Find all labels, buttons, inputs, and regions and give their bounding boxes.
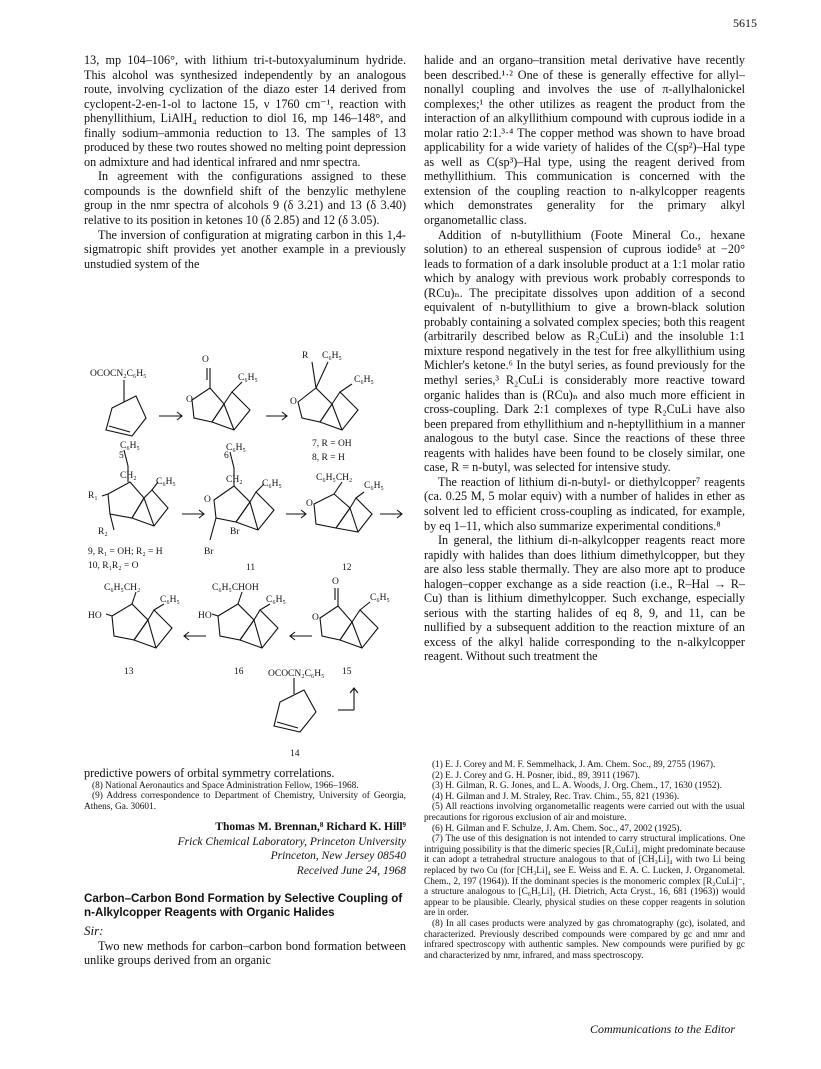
reference-item: (3) H. Gilman, R. G. Jones, and L. A. Woods, J. Org. Chem., 17, 1630 (1952). — [432, 781, 722, 792]
substituent-label: HO — [198, 611, 212, 621]
atom-label: O — [202, 355, 209, 365]
substituent-label: C₆H₅ — [226, 443, 246, 453]
page-number: 5615 — [733, 16, 757, 30]
substituent-label: C₆H₅CH₂ — [104, 583, 141, 593]
atom-label: O — [312, 613, 319, 623]
paragraph: In general, the lithium di-n-alkylcopper reagents react more rapidly with halides than does lithium dimethylcopper, but they are also less stable thermally. They are also more apt to produce halogen–copper exchange as a side reaction (i.e., R–Hal → R–Cu) than is lithium dimethylcopper. Such exchange, especially serious with the starting halides of eq 8, 9, and 11, can be nullified by a subsequent addition to the reaction mixture of an excess of the alkyl halide corresponding to the n-alkylcopper reagent. Without such treatment the — [424, 533, 745, 664]
compound-number: 14 — [290, 749, 300, 759]
references — [424, 760, 745, 961]
substituent-label: OCOCN₂C₆H₅ — [268, 669, 325, 679]
substituent-label: C₆H₅ — [120, 441, 140, 451]
affiliation: Frick Chemical Laboratory, Princeton University — [177, 835, 406, 848]
atom-label: O — [306, 499, 313, 509]
reference-item: (1) E. J. Corey and M. F. Semmelhack, J. Am. Chem. Soc., 89, 2755 (1967). — [432, 760, 716, 770]
compound-number: 10, R₁R₂ = O — [88, 561, 139, 571]
left-column-bottom — [84, 766, 406, 968]
substituent-label: C₆H₅CH₂ — [316, 473, 353, 483]
substituent-label: C₆H₅ — [354, 375, 374, 385]
compound-number: 12 — [342, 563, 352, 573]
cyclopentene-ring-5 — [106, 396, 146, 436]
paragraph: Addition of n-butyllithium (Foote Mineral Co., hexane solution) to an ethereal suspension of cuprous iodide⁵ at −20° leads to formation of a dark insoluble product at a 1:1 molar ratio which by analogy with previous work probably corresponds to (RCu)ₙ. The precipitate dissolves upon addition of a second equivalent of n-butyllithium to give a brown-black solution probably containing a solvated complex species; both this reagent (arbitrarily described below as R₂CuLi) and the insoluble 1:1 mixture respond negatively in the test for free alkyllithium using Michler's ketone.⁶ In the butyl series, as found previously for the methyl series,³ R₂CuLi is considerably more reactive toward organic halides than is (RCu)ₙ and also much more efficient in cross-coupling. Dark 2:1 complexes of type R₂CuLi have also been prepared from ethyllithium and n-heptyllithium in a manner analogous to the butyl case. Since the reactions of these three reagents with halides have been found to be closely similar, one case, R = n-butyl, was selected for intensive study. — [424, 227, 745, 475]
reference-item: (6) H. Gilman and F. Schulze, J. Am. Chem. Soc., 47, 2002 (1925). — [432, 823, 682, 834]
ring-11 — [214, 486, 250, 522]
substituent-label: C₆H₅ — [322, 351, 342, 361]
substituent-label: R₂ — [98, 527, 108, 537]
substituent-label: C₆H₅ — [262, 479, 282, 489]
compound-number: 8, R = H — [312, 453, 345, 463]
paragraph: predictive powers of orbital symmetry correlations. — [84, 766, 335, 780]
atom-label: O — [332, 577, 339, 587]
affiliation: Princeton, New Jersey 08540 — [270, 850, 406, 863]
lactone-ring-6 — [192, 388, 224, 422]
substituent-label: C₆H₅ — [370, 593, 390, 603]
atom-label: O — [290, 397, 297, 407]
ring-9 — [108, 482, 144, 518]
substituent-label: R — [302, 351, 309, 361]
reference-item: (2) E. J. Corey and G. H. Posner, ibid., 89, 3911 (1967). — [432, 770, 640, 781]
paragraph: halide and an organo–transition metal derivative have recently been described.¹·² One of these is generally effective for allyl–nonallyl coupling and involves the use of π-allylhalonickel complexes;¹ the other utilizes as reagent the product from the interaction of an alkyllithium compound with cuprous iodide in a molar ratio 2:1.³·⁴ The copper method was shown to have broad applicability for a wide variety of halides of the C(sp²)–Hal type as well as C(sp³)–Hal type, using the reagent derived from methyllithium. This communication is concerned with the extension of the coupling reaction to n-alkylcopper reagents which demonstrates generality for the primary alkyl organometallic class. — [424, 53, 745, 228]
compound-number: 11 — [246, 563, 256, 573]
reference-item: (4) H. Gilman and J. M. Straley, Rec. Trav. Chim., 55, 821 (1936). — [432, 791, 680, 802]
ring-12 — [314, 494, 350, 528]
compound-number: 9, R₁ = OH; R₂ = H — [88, 547, 163, 557]
compound-number: 7, R = OH — [312, 439, 352, 449]
paragraph: The reaction of lithium di-n-butyl- or diethylcopper⁷ reagents (ca. 0.25 M, 5 molar equiv) with a number of halides in ether as solvent led to efficient cross-coupling as indicated, for example, by eq 1–11, which also summarize experimental conditions.⁸ — [424, 474, 745, 533]
atom-label: O — [204, 495, 211, 505]
substituent-label: C₆H₅ — [156, 477, 176, 487]
reference-item: (5) All reactions involving organometallic reagents were carried out with the usual precautions for rigorous exclusion of air and moisture. — [424, 802, 745, 823]
compound-number: 6 — [224, 451, 229, 461]
compound-number: 5 — [119, 451, 124, 461]
paragraph: In agreement with the configurations assigned to these compounds is the downfield shift of the benzylic methylene group in the nmr spectra of alcohols 9 (δ 3.21) and 13 (δ 3.40) relative to its position in ketones 10 (δ 2.85) and 12 (δ 3.05). — [84, 169, 406, 228]
page-footer: Communications to the Editor — [590, 1022, 735, 1036]
paragraph: Two new methods for carbon–carbon bond formation between unlike groups derived from an organic — [84, 938, 406, 968]
reference-item: (8) In all cases products were analyzed by gas chromatography (gc), isolated, and characterized. Previously described compounds were compared by gc and nmr and infrared spectroscopy with authentic samples. New compounds were purified by gc and characterized by nmr, infrared, and mass spectroscopy. — [424, 918, 745, 961]
atom-label: Br — [204, 547, 214, 557]
ring-16 — [218, 604, 254, 640]
reaction-scheme — [84, 318, 414, 763]
reference-item: (7) The use of this designation is not intended to carry structural implications. One intriguing possibility is that the dimeric species [R₂CuLi]₂ might predominate because it can adopt a tetrahedral structure analogous to that of [CH₃Li]₄ with two Li being replaced by two Cu (for [CH₃Li]₄ see E. Weiss and E. A. C. Lucken, J. Organometal. Chem., 2, 197 (1964)). If the dominant species is the monomeric complex [R₂CuLi]⁻, a structure analogous to [C₆H₅Li]₂ (H. Dietrich, Acta Cryst., 16, 681 (1963)) would appear to be plausible. Clearly, physical studies on these copper reagents in solution are in order. — [424, 834, 745, 919]
substituent-label: C₆H₅ — [160, 595, 180, 605]
ring-7 — [298, 388, 332, 422]
ring-13 — [112, 604, 148, 640]
footnote: (9) Address correspondence to Department of Chemistry, University of Georgia, Athens, Ga. 30601. — [84, 791, 406, 812]
cyclopentene-ring-14 — [274, 690, 316, 732]
substituent-label: HO — [88, 611, 102, 621]
substituent-label: C₆H₅CHOH — [212, 583, 259, 593]
footnote: (8) National Aeronautics and Space Administration Fellow, 1966–1968. — [92, 780, 359, 791]
substituent-label: CH₂ — [120, 471, 137, 481]
paragraph: The inversion of configuration at migrating carbon in this 1,4-sigmatropic shift provides yet another example in a previously unstudied system of the — [84, 227, 406, 271]
right-column — [424, 53, 745, 664]
compound-number: 15 — [342, 667, 352, 677]
salutation: Sir: — [84, 923, 104, 939]
substituent-label: C₆H₅ — [364, 481, 384, 491]
atom-label: O — [186, 395, 193, 405]
left-column-top — [84, 53, 406, 271]
paragraph: 13, mp 104–106°, with lithium tri-t-butoxyaluminum hydride. This alcohol was synthesized independently by an analogous route, involving cyclization of the diazo ester 14 derived from cyclopent-2-en-1-ol to lactone 15, ν 1760 cm⁻¹, reaction with phenyllithium, LiAlH₄ reduction to diol 16, mp 146–148°, and finally sodium–ammonia reduction to 13. The samples of 13 produced by these two routes showed no melting point depression on admixture and had identical infrared and nmr spectra. — [84, 53, 406, 169]
article-title: Carbon–Carbon Bond Formation by Selective Coupling of n-Alkylcopper Reagents with Organic Halides — [84, 892, 403, 920]
authors: Thomas M. Brennan,⁸ Richard K. Hill⁹ — [215, 821, 406, 834]
substituent-label: C₆H₅ — [238, 373, 258, 383]
compound-number: 13 — [124, 667, 134, 677]
substituent-label: R₁ — [88, 491, 98, 501]
substituent-label: C₆H₅ — [266, 595, 286, 605]
lactone-ring-15 — [320, 606, 352, 640]
received-date: Received June 24, 1968 — [296, 864, 406, 877]
atom-label: Br — [230, 527, 240, 537]
compound-number: 16 — [234, 667, 244, 677]
substituent-label: CH₂ — [226, 475, 243, 485]
author-block — [84, 820, 406, 878]
substituent-label: OCOCN₂C₆H₅ — [90, 369, 147, 379]
